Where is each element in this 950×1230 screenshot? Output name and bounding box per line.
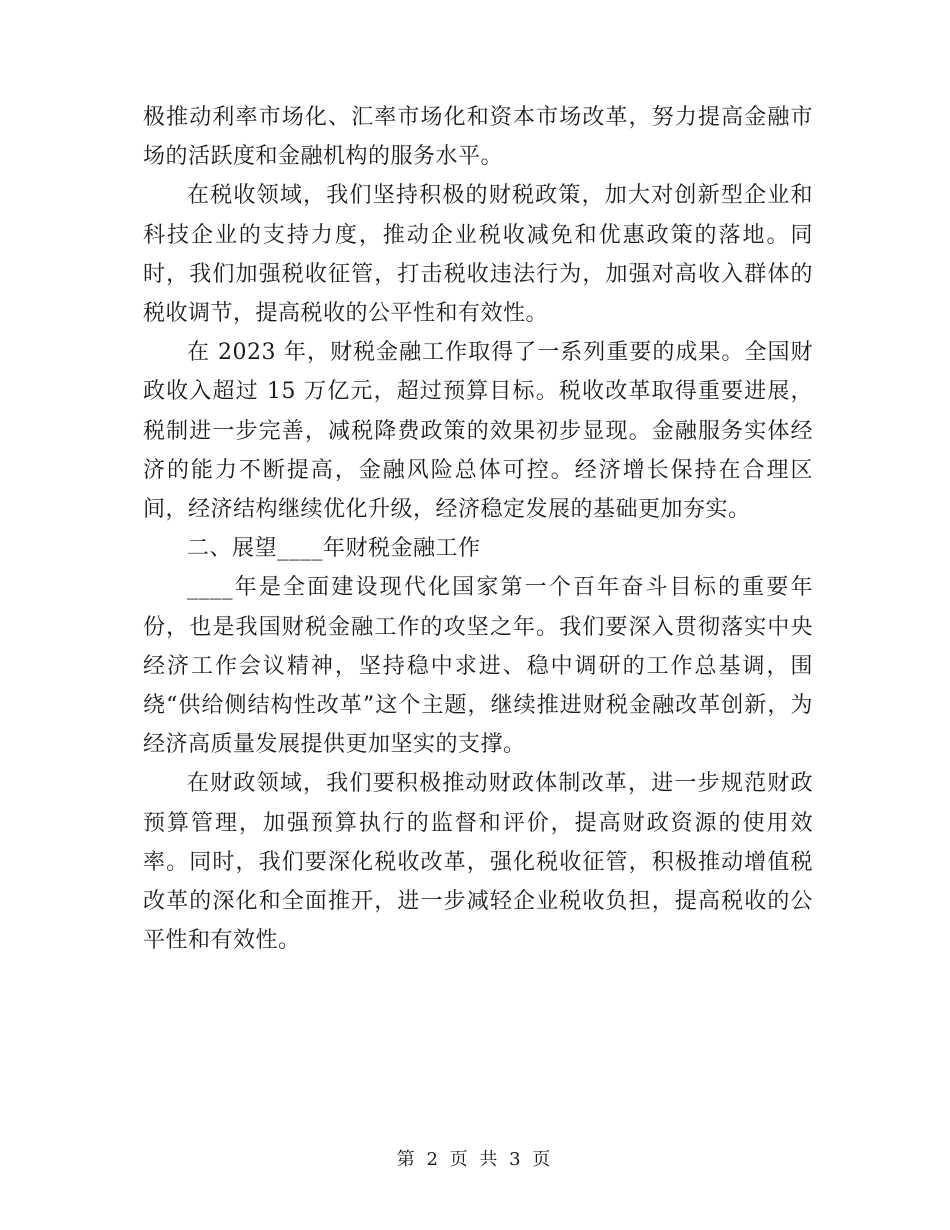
- paragraph: 在 2023 年，财税金融工作取得了一系列重要的成果。全国财政收入超过 15 万亿元，超过预算目标。税收改革取得重要进展，税制进一步完善，减税降费政策的效果初步显现。金融服务实体经济的能力不断提高，金融风险总体可控。经济增长保持在合理区间，经济结构继续优化升级，经济稳定发展的基础更加夯实。: [143, 340, 813, 523]
- document-body: [143, 98, 813, 960]
- paragraph: 极推动利率市场化、汇率市场化和资本市场改革，努力提高金融市场的活跃度和金融机构的服务水平。: [143, 105, 813, 170]
- paragraph: 在财政领域，我们要积极推动财政体制改革，进一步规范财政预算管理，加强预算执行的监督和评价，提高财政资源的使用效率。同时，我们要深化税收改革，强化税收征管，积极推动增值税改革的深化和全面推开，进一步减轻企业税收负担，提高税收的公平性和有效性。: [143, 771, 813, 954]
- paragraph: ____年是全面建设现代化国家第一个百年奋斗目标的重要年份，也是我国财税金融工作的攻坚之年。我们要深入贯彻落实中央经济工作会议精神，坚持稳中求进、稳中调研的工作总基调，围绕“供给侧结构性改革”这个主题，继续推进财税金融改革创新，为经济高质量发展提供更加坚实的支撑。: [143, 575, 813, 758]
- page-number-footer: 第 2 页 共 3 页: [396, 1149, 554, 1170]
- paragraph: 在税收领域，我们坚持积极的财税政策，加大对创新型企业和科技企业的支持力度，推动企业税收减免和优惠政策的落地。同时，我们加强税收征管，打击税收违法行为，加强对高收入群体的税收调节，提高税收的公平性和有效性。: [143, 183, 813, 327]
- section-heading: 二、展望____年财税金融工作: [187, 536, 481, 562]
